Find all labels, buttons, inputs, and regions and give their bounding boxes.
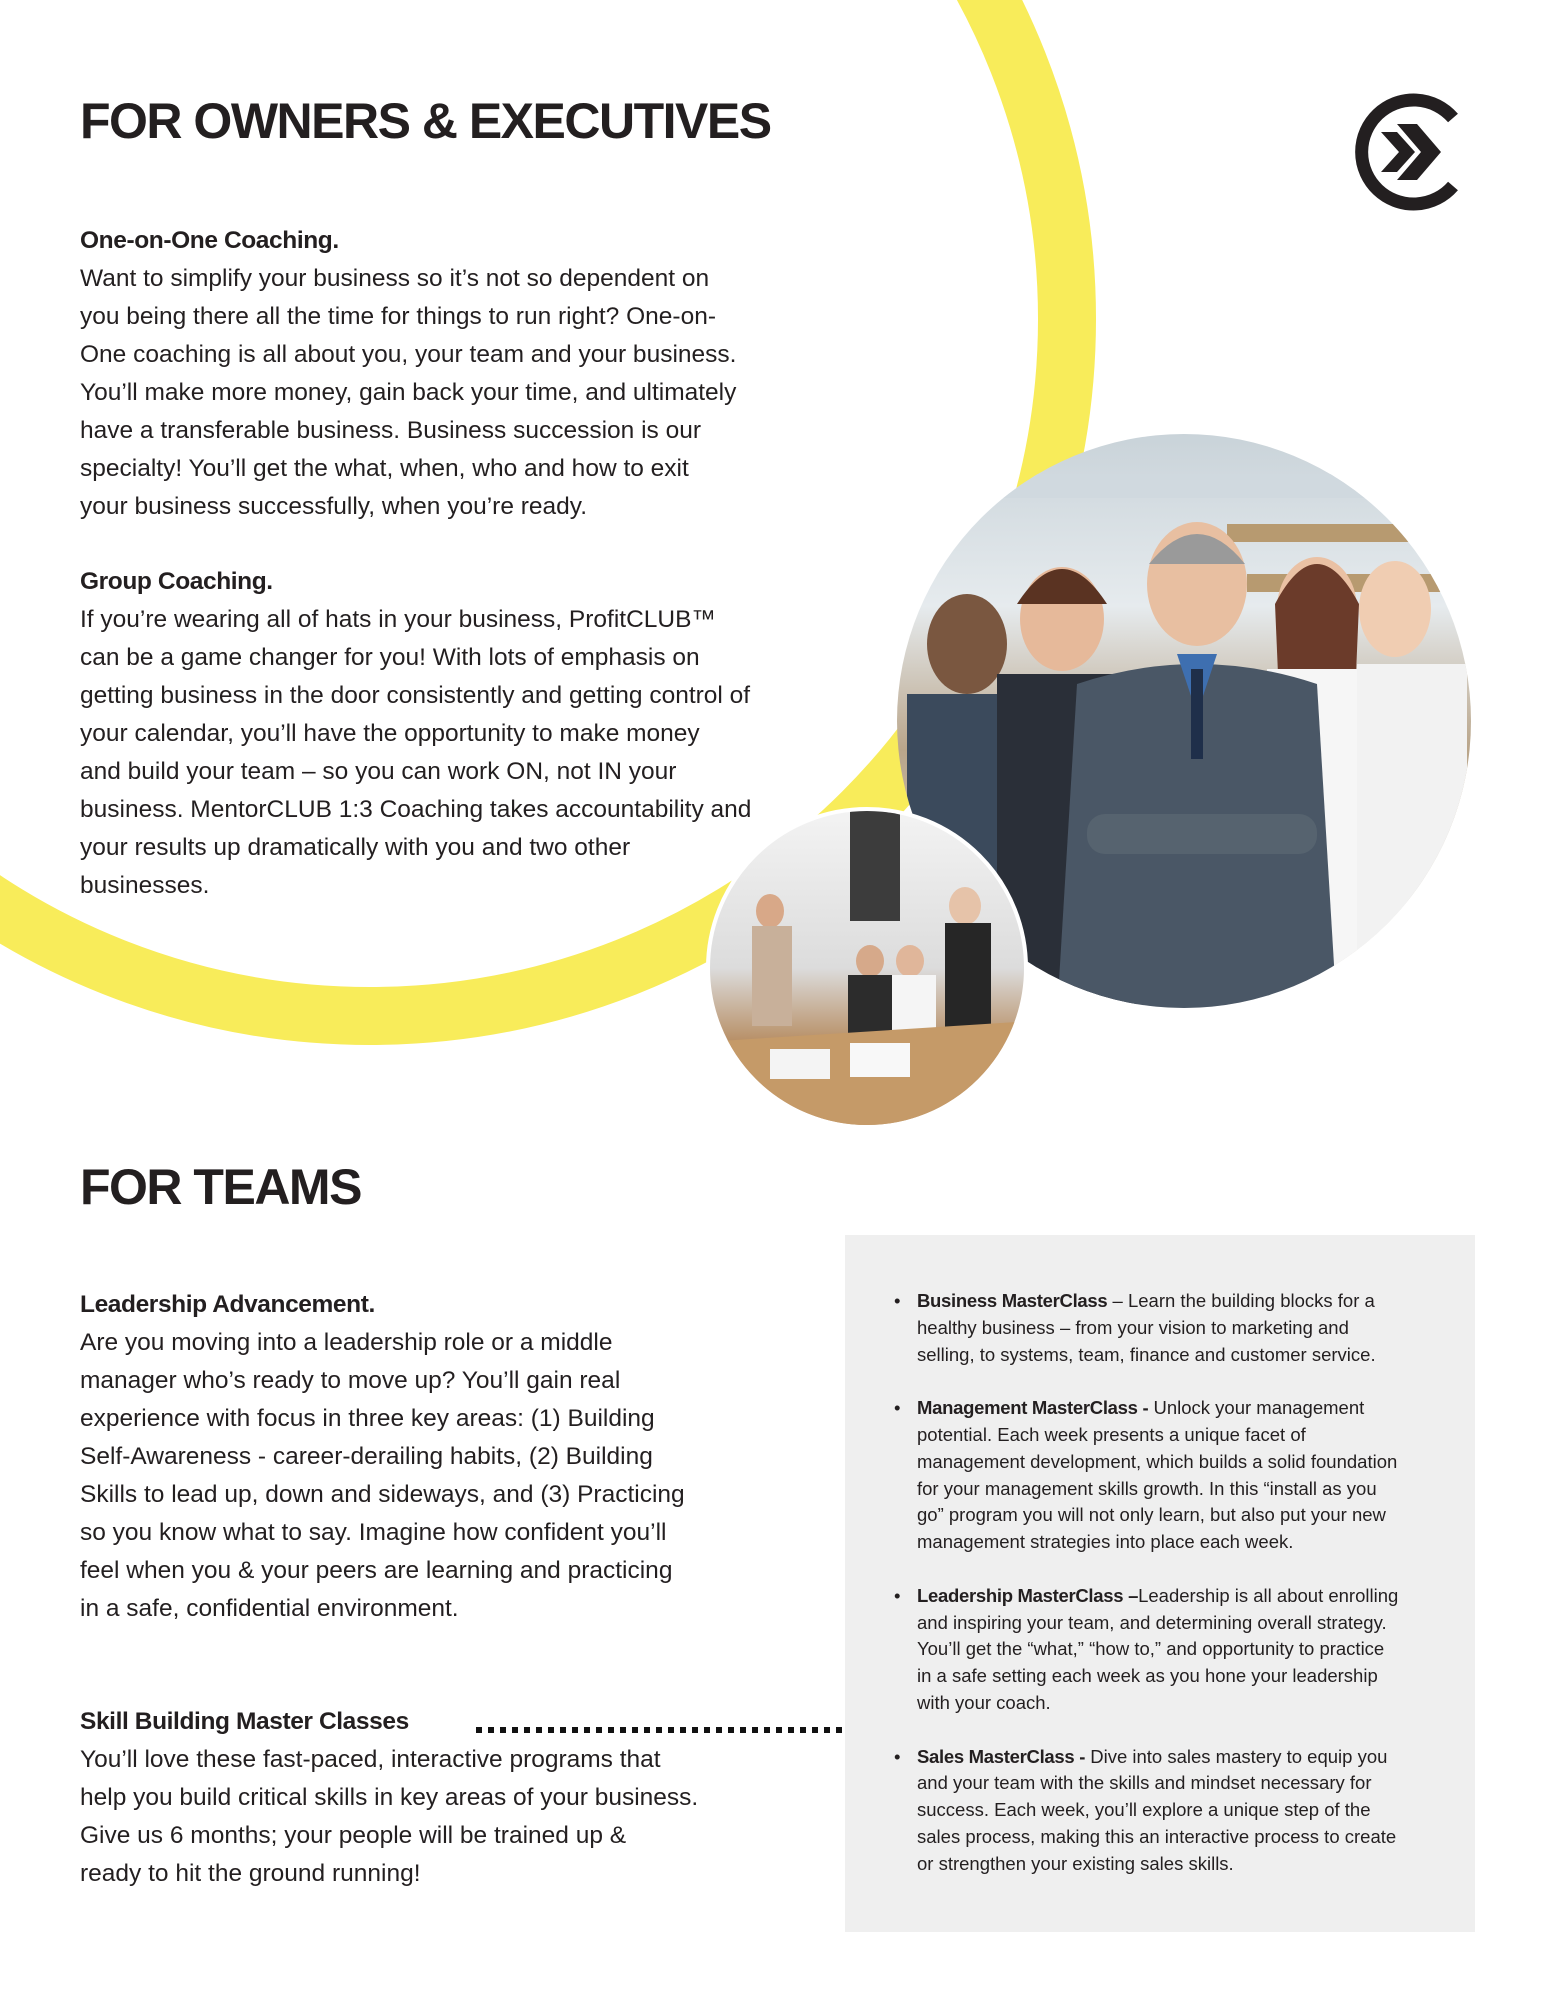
- bullet-icon: •: [894, 1290, 901, 1311]
- body-line: Self-Awareness - career-derailing habits, (2) Building: [80, 1443, 653, 1470]
- masterclass-item: [892, 1744, 1452, 1878]
- masterclass-item: [892, 1288, 1452, 1368]
- one-on-one-body: [80, 260, 860, 526]
- body-line: your calendar, you’ll have the opportunity to make money: [80, 720, 700, 747]
- masterclass-line: management strategies into place each week.: [917, 1531, 1294, 1553]
- body-line: business. MentorCLUB 1:3 Coaching takes accountability and: [80, 796, 752, 823]
- leadership-section: [80, 1286, 800, 1628]
- bullet-icon: •: [894, 1397, 901, 1419]
- body-line: getting business in the door consistently and getting control of: [80, 682, 751, 709]
- masterclass-line: in a safe setting each week as you hone your leadership: [917, 1665, 1378, 1687]
- one-on-one-heading: One-on-One Coaching.: [80, 227, 339, 254]
- body-line: you being there all the time for things to run right? One-on-: [80, 303, 716, 330]
- body-line: feel when you & your peers are learning and practicing: [80, 1557, 673, 1584]
- body-line: Want to simplify your business so it’s not so dependent on: [80, 265, 710, 292]
- body-line: manager who’s ready to move up? You’ll gain real: [80, 1367, 621, 1394]
- leadership-heading: Leadership Advancement.: [80, 1291, 375, 1318]
- masterclass-line: and inspiring your team, and determining overall strategy.: [917, 1611, 1387, 1633]
- masterclass-title: Sales MasterClass -: [917, 1745, 1086, 1767]
- masterclass-line: success. Each week, you’ll explore a unique step of the: [917, 1799, 1371, 1821]
- masterclass-item: [892, 1395, 1452, 1556]
- teams-title: FOR TEAMS: [80, 1159, 361, 1215]
- body-line: You’ll make more money, gain back your time, and ultimately: [80, 379, 737, 406]
- masterclass-line: and your team with the skills and mindset necessary for: [917, 1772, 1372, 1794]
- body-line: businesses.: [80, 872, 210, 899]
- masterclass-line: selling, to systems, team, finance and customer service.: [917, 1343, 1376, 1365]
- body-line: You’ll love these fast-paced, interactive programs that: [80, 1746, 661, 1773]
- masterclass-list: [892, 1288, 1452, 1904]
- body-line: If you’re wearing all of hats in your business, ProfitCLUB™: [80, 606, 716, 633]
- group-heading: Group Coaching.: [80, 568, 273, 595]
- bullet-icon: •: [894, 1584, 901, 1606]
- masterclass-text: Unlock your management: [1148, 1397, 1365, 1419]
- body-line: help you build critical skills in key areas of your business.: [80, 1784, 699, 1811]
- masterclass-line: You’ll get the “what,” “how to,” and opportunity to practice: [917, 1638, 1385, 1660]
- owners-title: FOR OWNERS & EXECUTIVES: [80, 93, 771, 149]
- skill-heading: Skill Building Master Classes: [80, 1708, 409, 1735]
- masterclass-text: – Learn the building blocks for a: [1107, 1290, 1375, 1311]
- masterclass-line: management development, which builds a solid foundation: [917, 1450, 1398, 1472]
- masterclass-line: healthy business – from your vision to marketing and: [917, 1316, 1349, 1338]
- masterclass-line: or strengthen your existing sales skills.: [917, 1852, 1234, 1874]
- body-line: your results up dramatically with you and two other: [80, 834, 631, 861]
- body-line: have a transferable business. Business succession is our: [80, 417, 701, 444]
- masterclass-line: sales process, making this an interactive process to create: [917, 1825, 1397, 1847]
- body-line: your business successfully, when you’re ready.: [80, 493, 588, 520]
- body-line: in a safe, confidential environment.: [80, 1595, 459, 1622]
- bullet-icon: •: [894, 1745, 901, 1767]
- masterclass-line: potential. Each week presents a unique facet of: [917, 1423, 1306, 1445]
- masterclass-text: Leadership is all about enrolling: [1138, 1584, 1399, 1606]
- masterclass-line: with your coach.: [917, 1691, 1051, 1713]
- body-line: Are you moving into a leadership role or a middle: [80, 1329, 613, 1356]
- skill-body: [80, 1741, 820, 1893]
- body-line: ready to hit the ground running!: [80, 1860, 421, 1887]
- masterclass-title: Management MasterClass -: [917, 1397, 1149, 1419]
- logo-c-chevron-icon: [1345, 88, 1465, 216]
- meeting-photo: [706, 807, 1028, 1129]
- one-on-one-section: [80, 222, 860, 526]
- masterclass-title: Leadership MasterClass –: [917, 1584, 1139, 1606]
- dotted-arrow-icon: [472, 1716, 872, 1744]
- body-line: can be a game changer for you! With lots of emphasis on: [80, 644, 700, 671]
- body-line: Give us 6 months; your people will be trained up &: [80, 1822, 627, 1849]
- body-line: Skills to lead up, down and sideways, and (3) Practicing: [80, 1481, 685, 1508]
- masterclass-title: Business MasterClass: [917, 1290, 1108, 1311]
- body-line: and build your team – so you can work ON, not IN your: [80, 758, 677, 785]
- masterclass-line: go” program you will not only learn, but also put your new: [917, 1504, 1386, 1526]
- body-line: One coaching is all about you, your team and your business.: [80, 341, 737, 368]
- body-line: so you know what to say. Imagine how confident you’ll: [80, 1519, 667, 1546]
- body-line: experience with focus in three key areas: (1) Building: [80, 1405, 655, 1432]
- masterclass-line: for your management skills growth. In this “install as you: [917, 1477, 1377, 1499]
- masterclass-text: Dive into sales mastery to equip you: [1085, 1745, 1388, 1767]
- leadership-body: [80, 1324, 800, 1628]
- masterclass-item: [892, 1583, 1452, 1717]
- body-line: specialty! You’ll get the what, when, who and how to exit: [80, 455, 689, 482]
